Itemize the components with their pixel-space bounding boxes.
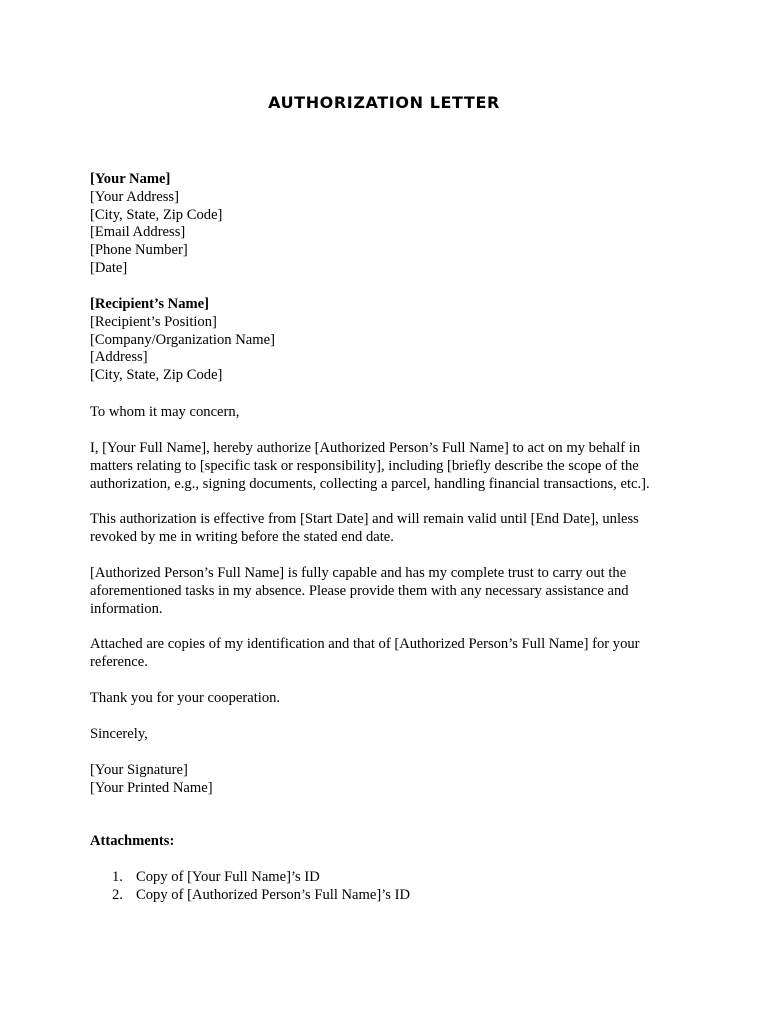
attachments-heading — [90, 833, 680, 851]
recipient-name: [Recipient’s Name] — [90, 296, 210, 312]
paragraph-line: information. — [90, 600, 163, 617]
sender-name: [Your Name] — [90, 171, 171, 187]
sender-city-state-zip: [City, State, Zip Code] — [90, 206, 223, 223]
paragraph-line: matters relating to [specific task or responsibility], including [briefly describe the scope of the — [90, 457, 639, 474]
attachment-number: 2. — [112, 887, 123, 903]
sender-block — [90, 171, 690, 278]
closing-text: Sincerely, — [90, 726, 148, 742]
thanks-text: Thank you for your cooperation. — [90, 690, 281, 706]
thanks-line — [90, 690, 680, 708]
recipient-address: [Address] — [90, 349, 148, 366]
attachments-heading-text: Attachments: — [90, 833, 175, 849]
sender-email: [Email Address] — [90, 224, 186, 241]
paragraph-line: reference. — [90, 653, 148, 670]
paragraph-trust — [90, 565, 680, 618]
attachment-item — [112, 869, 320, 887]
closing-line — [90, 726, 680, 744]
recipient-position: [Recipient’s Position] — [90, 313, 217, 330]
paragraph-validity — [90, 511, 680, 547]
signature-placeholder: [Your Signature] — [90, 762, 188, 778]
paragraph-line: [Authorized Person’s Full Name] is fully capable and has my complete trust to carry out the — [90, 565, 627, 581]
salutation-text: To whom it may concern, — [90, 404, 240, 420]
paragraph-authorization — [90, 440, 680, 493]
paragraph-line: This authorization is effective from [Start Date] and will remain valid until [End Date], unless — [90, 511, 639, 527]
paragraph-line: aforementioned tasks in my absence. Please provide them with any necessary assistance and — [90, 582, 629, 599]
paragraph-line: revoked by me in writing before the stated end date. — [90, 528, 394, 545]
paragraph-line: I, [Your Full Name], hereby authorize [Authorized Person’s Full Name] to act on my behalf in — [90, 440, 641, 456]
sender-phone: [Phone Number] — [90, 242, 188, 259]
paragraph-line: authorization, e.g., signing documents, collecting a parcel, handling financial transactions, etc.]. — [90, 475, 650, 492]
attachment-text: Copy of [Your Full Name]’s ID — [136, 869, 320, 885]
attachment-text: Copy of [Authorized Person’s Full Name]’s ID — [136, 887, 411, 903]
paragraph-line: Attached are copies of my identification and that of [Authorized Person’s Full Name] for your — [90, 636, 640, 652]
printed-name: [Your Printed Name] — [90, 779, 213, 796]
recipient-block — [90, 296, 690, 385]
signature-block — [90, 762, 690, 798]
recipient-company: [Company/Organization Name] — [90, 331, 275, 348]
attachment-number: 1. — [112, 869, 123, 885]
salutation — [90, 404, 680, 422]
sender-address: [Your Address] — [90, 188, 179, 205]
attachment-item — [112, 887, 410, 905]
paragraph-attachments-note — [90, 636, 680, 672]
document-title: AUTHORIZATION LETTER — [268, 93, 500, 112]
recipient-city-state-zip: [City, State, Zip Code] — [90, 367, 223, 384]
letter-date: [Date] — [90, 259, 128, 276]
